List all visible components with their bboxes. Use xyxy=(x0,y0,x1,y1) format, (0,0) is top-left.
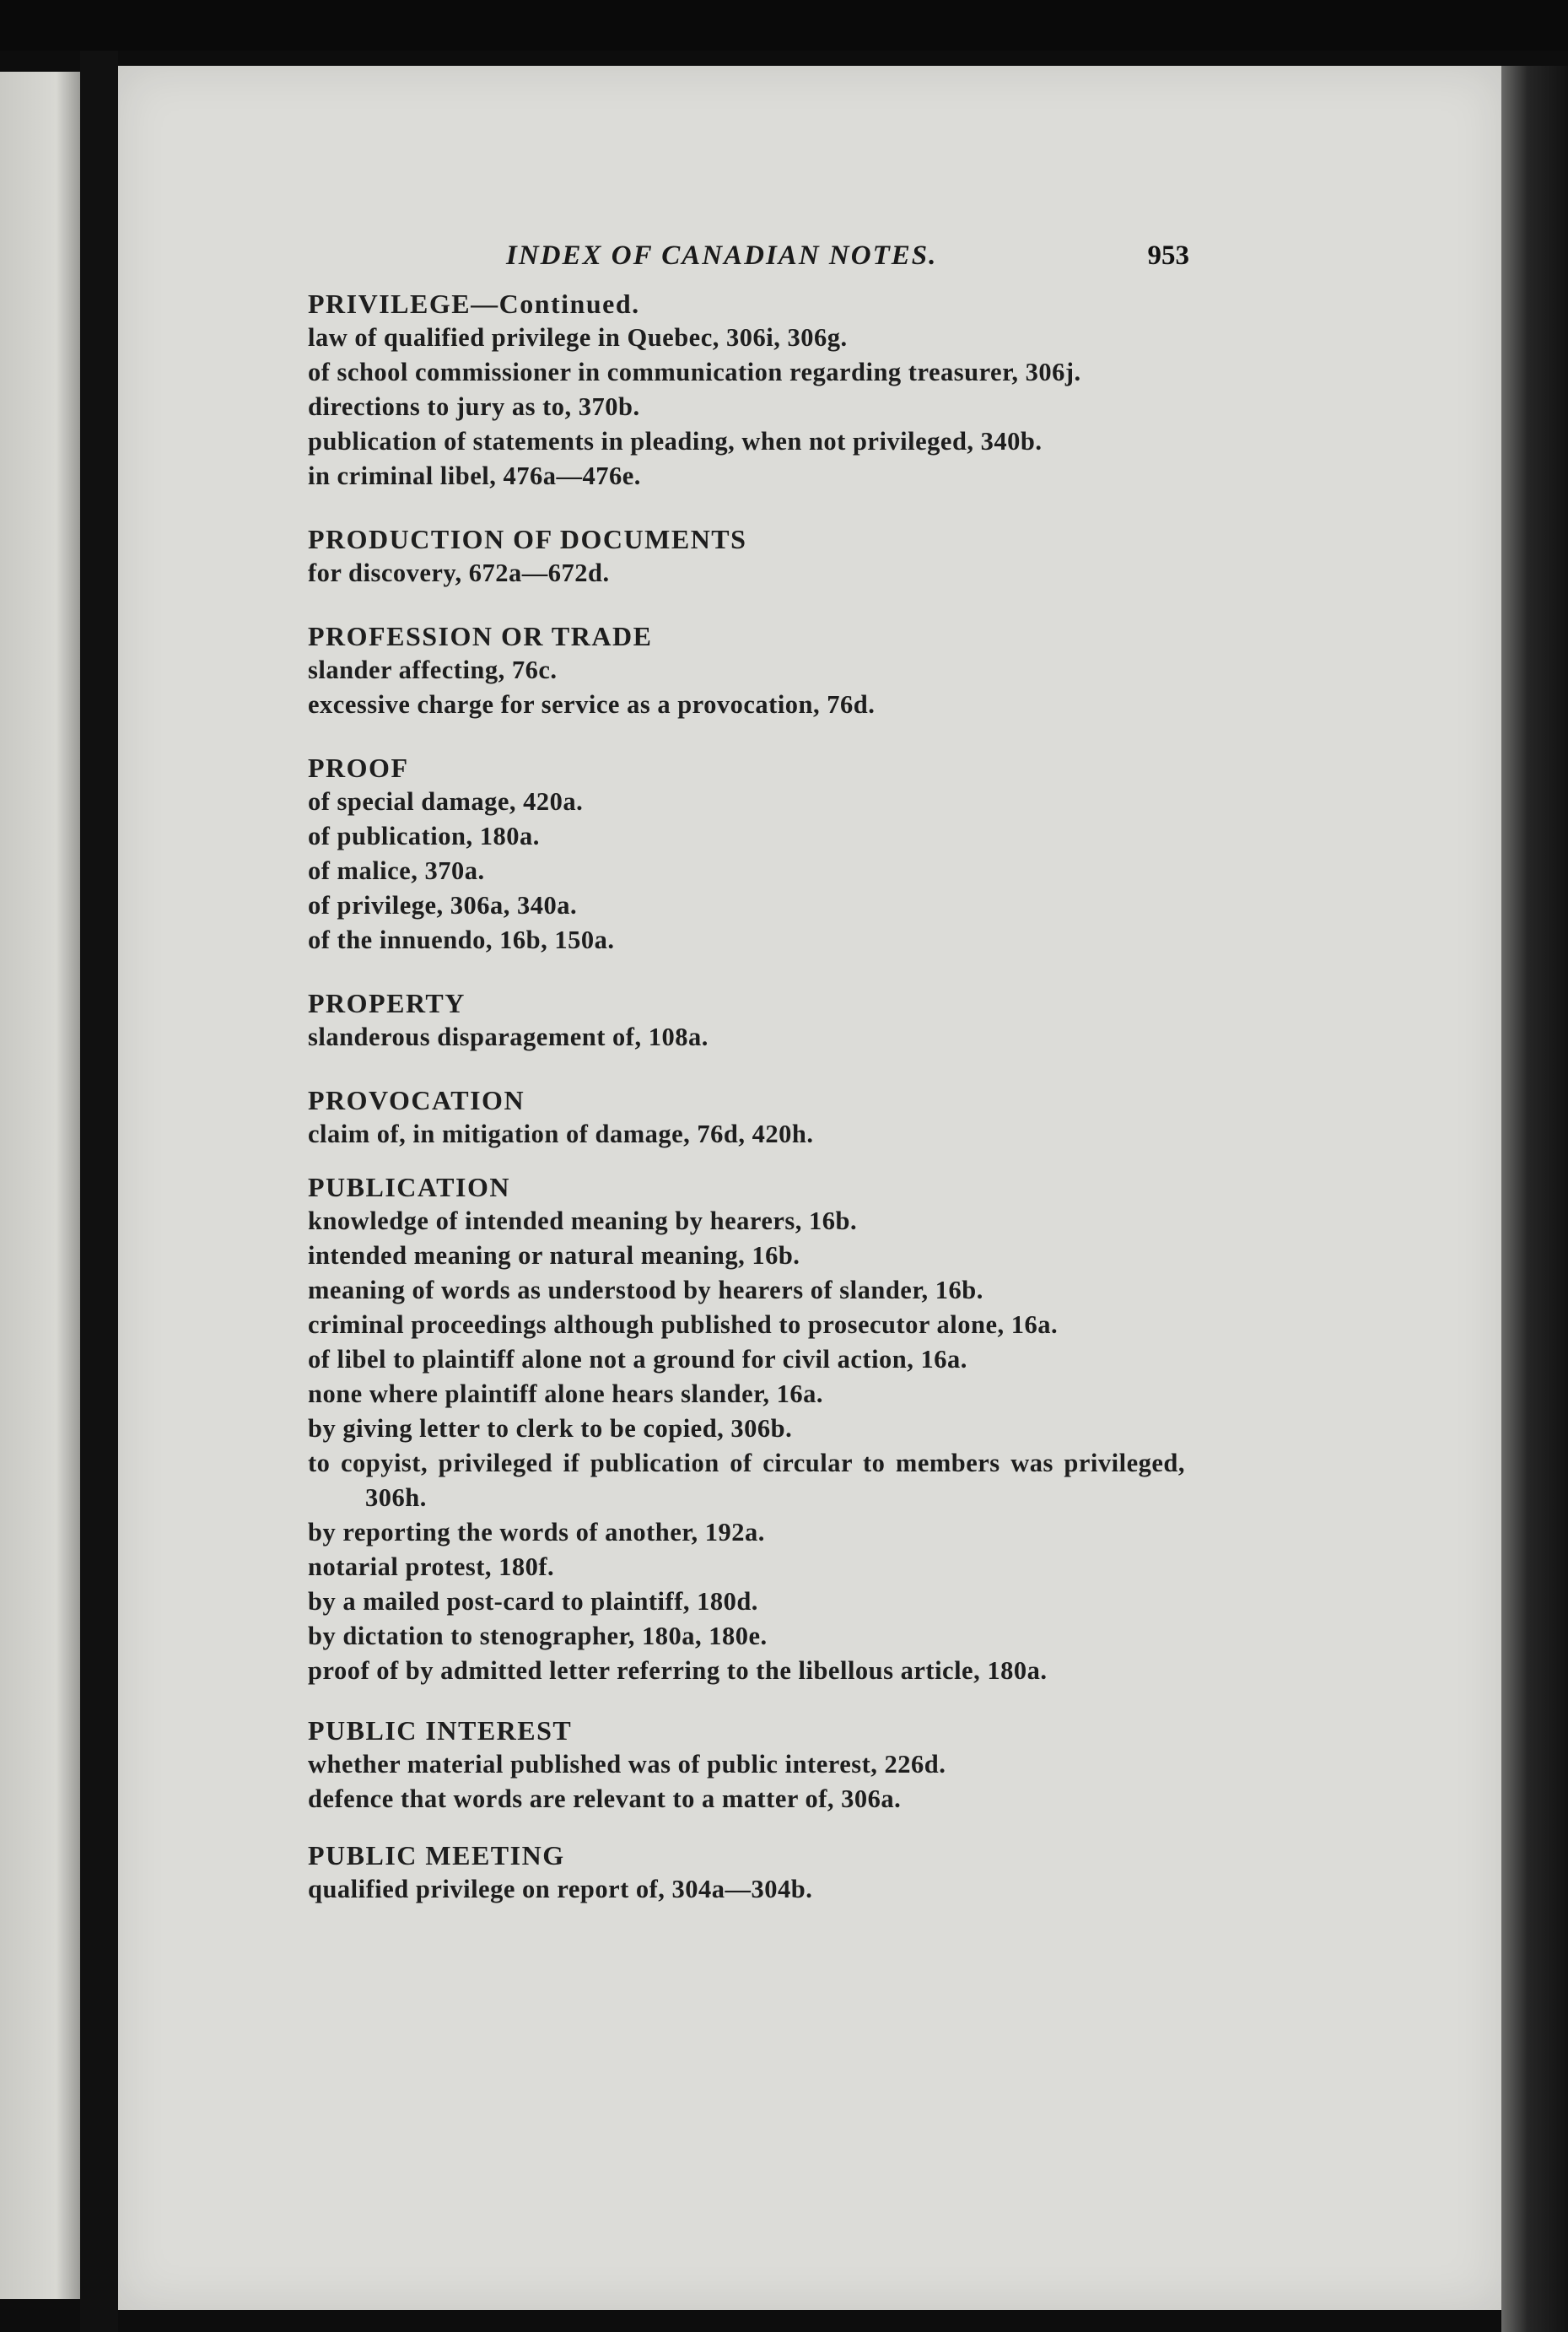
book-gutter xyxy=(80,51,118,2332)
sub-entry: slander affecting, 76c. xyxy=(308,656,558,684)
sub-entry: publication of statements in pleading, when not privileged, 340b. xyxy=(308,427,1043,456)
sub-entry: none where plaintiff alone hears slander, 16a. xyxy=(308,1379,824,1408)
entry-heading: PUBLICATION xyxy=(308,1172,510,1202)
sub-entry: meaning of words as understood by hearers of slander, 16b. xyxy=(308,1276,983,1304)
sub-entry: by reporting the words of another, 192a. xyxy=(308,1518,765,1547)
scan-top-border xyxy=(0,0,1568,51)
sub-entry: in criminal libel, 476a—476e. xyxy=(308,462,641,490)
entry-heading: PROOF xyxy=(308,753,409,783)
index-entry xyxy=(308,1083,1185,1152)
sub-entry: proof of by admitted letter referring to the libellous article, 180a. xyxy=(308,1656,1048,1685)
sub-entry: excessive charge for service as a provocation, 76d. xyxy=(308,690,876,719)
entry-heading: PROPERTY xyxy=(308,988,466,1018)
sub-entry: of malice, 370a. xyxy=(308,856,485,885)
sub-entry: intended meaning or natural meaning, 16b. xyxy=(308,1241,800,1270)
sub-entry: knowledge of intended meaning by hearers, 16b. xyxy=(308,1206,858,1235)
sub-entry: law of qualified privilege in Quebec, 306i, 306g. xyxy=(308,323,848,352)
index-entry xyxy=(308,751,1185,958)
index-entry xyxy=(308,986,1185,1055)
sub-entry: notarial protest, 180f. xyxy=(308,1552,555,1581)
running-head: INDEX OF CANADIAN NOTES. xyxy=(506,240,938,271)
sub-entry: qualified privilege on report of, 304a—304b. xyxy=(308,1875,813,1903)
index-entry xyxy=(308,619,1185,722)
entry-heading: PROFESSION OR TRADE xyxy=(308,621,653,651)
sub-entry: of publication, 180a. xyxy=(308,822,540,850)
index-entry xyxy=(308,1838,1185,1907)
sub-entry: by dictation to stenographer, 180a, 180e. xyxy=(308,1622,768,1650)
sub-entry: of school commissioner in communication regarding treasurer, 306j. xyxy=(308,358,1081,386)
sub-entry: of the innuendo, 16b, 150a. xyxy=(308,926,615,954)
facing-page-edge xyxy=(0,72,80,2299)
sub-entry: for discovery, 672a—672d. xyxy=(308,559,610,587)
sub-entry: criminal proceedings although published to prosecutor alone, 16a. xyxy=(308,1310,1059,1339)
sub-entry: of special damage, 420a. xyxy=(308,787,584,816)
sub-entry: by giving letter to clerk to be copied, 306b. xyxy=(308,1414,793,1443)
entry-heading: PRODUCTION OF DOCUMENTS xyxy=(308,524,747,554)
sub-entry: defence that words are relevant to a matter of, 306a. xyxy=(308,1784,902,1813)
sub-entry: claim of, in mitigation of damage, 76d, 420h. xyxy=(308,1120,814,1148)
sub-entry: to copyist, privileged if publication of circular to members was privileged, 306h. xyxy=(308,1449,1185,1512)
sub-entry: directions to jury as to, 370b. xyxy=(308,392,640,421)
sub-entry: slanderous disparagement of, 108a. xyxy=(308,1023,709,1051)
index-entry xyxy=(308,1714,1185,1816)
entry-heading: PRIVILEGE—Continued. xyxy=(308,289,640,319)
sub-entry: of privilege, 306a, 340a. xyxy=(308,891,578,920)
sub-entry: whether material published was of public interest, 226d. xyxy=(308,1750,946,1779)
entry-heading: PROVOCATION xyxy=(308,1085,525,1115)
index-content xyxy=(308,287,1185,1907)
page-edge-shadow xyxy=(1501,66,1568,2332)
sub-entry: by a mailed post-card to plaintiff, 180d. xyxy=(308,1587,758,1616)
sub-entry: of libel to plaintiff alone not a ground for civil action, 16a. xyxy=(308,1345,967,1374)
index-entry xyxy=(308,522,1185,591)
page-number: 953 xyxy=(1147,240,1189,271)
index-entry xyxy=(308,1170,1185,1688)
entry-heading: PUBLIC INTEREST xyxy=(308,1715,573,1746)
index-entry xyxy=(308,287,1185,494)
entry-heading: PUBLIC MEETING xyxy=(308,1840,565,1870)
